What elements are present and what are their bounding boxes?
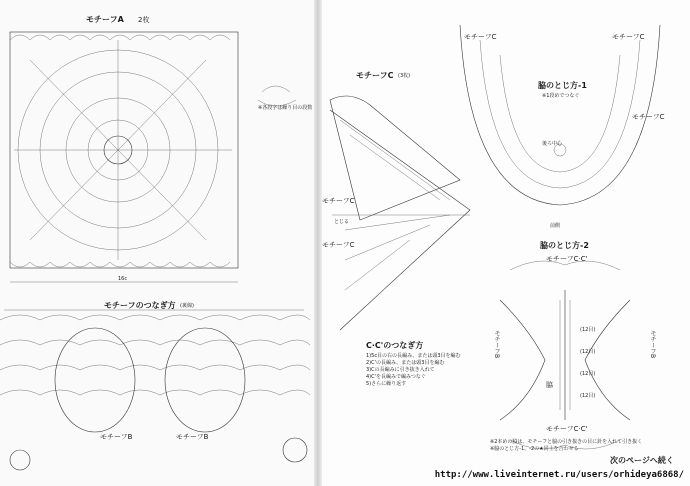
side-join-2-chart <box>500 261 630 449</box>
side-label: 脇 <box>546 381 553 389</box>
join-subtitle: (裏線) <box>180 303 194 309</box>
side-join-1-chart <box>460 25 660 205</box>
row-marker-3: (12目) <box>580 371 596 377</box>
cc-join-step-4: 4)C'を長編みで編みつなぐ <box>366 374 426 380</box>
motif-b-label-1: モチーフB <box>100 433 133 441</box>
motif-c-title: モチーフC <box>356 71 394 80</box>
row-marker-4: (12目) <box>580 393 596 399</box>
motif-join-chart <box>0 310 310 470</box>
dimension-label: 16c <box>118 276 128 282</box>
cc-join-title: C·C'のつなぎ方 <box>366 341 424 350</box>
motif-c-label-5: モチーフC <box>632 113 665 121</box>
motif-a-chart <box>10 32 238 282</box>
motif-c-label-4: モチーフC <box>612 33 645 41</box>
motif-c-label-1: モチーフC <box>322 197 355 205</box>
motif-c-count: (3枚) <box>398 73 411 79</box>
front-center-label: 前側 <box>550 223 561 229</box>
side-join-2-title: 脇のとじ方-2 <box>540 241 589 250</box>
bottom-note-1: ※2本めの脇は、モチーフと脇の引き抜きの目に針を入れて引き抜く <box>490 439 643 445</box>
motif-a-count: 2枚 <box>138 16 150 24</box>
motif-c-label-2: モチーフC <box>322 241 355 249</box>
motif-b-right-label: モチーフB <box>649 330 656 359</box>
cc-join-step-2: 2)C'の長編み、または頭3目を編む <box>366 360 445 366</box>
motif-cc-bottom-label: モチーフC·C' <box>546 425 588 433</box>
row-marker-1: (12目) <box>580 327 596 333</box>
center-marker: とじる <box>334 219 350 225</box>
cc-join-step-5: 5)さらに繰り返す <box>366 381 407 387</box>
motif-c-chart <box>330 96 470 330</box>
cc-join-step-1: 1)5c目の右の長編み、または頭3目を編む <box>366 353 461 359</box>
motif-cc-top-label: モチーフC·C' <box>546 255 588 263</box>
side-join-1-title: 脇のとじ方-1 <box>538 81 587 90</box>
row-count-note: ※各段字は繰り目の段数 <box>258 105 313 111</box>
bottom-note-2: ※脇のとじ方-1、-2の★同士を合わせる <box>490 446 579 452</box>
motif-c-label-3: モチーフC <box>464 33 497 41</box>
motif-a-title: モチーフA <box>86 15 124 24</box>
center-note: 後ろ中心 <box>542 141 563 147</box>
join-title: モチーフのつなぎ方 <box>104 301 176 310</box>
footer-url[interactable]: http://www.liveinternet.ru/users/orhideya6868/ <box>434 470 684 480</box>
row-marker-2: (12目) <box>580 349 596 355</box>
cc-join-step-3: 3)Cの長編みに引き抜き入れて <box>366 367 435 373</box>
next-page-label: 次のページへ続く <box>610 456 674 465</box>
side-join-1-sub: ※1段めでつなぐ <box>542 93 580 99</box>
motif-b-label-2: モチーフB <box>176 433 209 441</box>
motif-b-left-label: モチーフB <box>493 330 500 359</box>
row-count-symbol <box>258 86 296 106</box>
